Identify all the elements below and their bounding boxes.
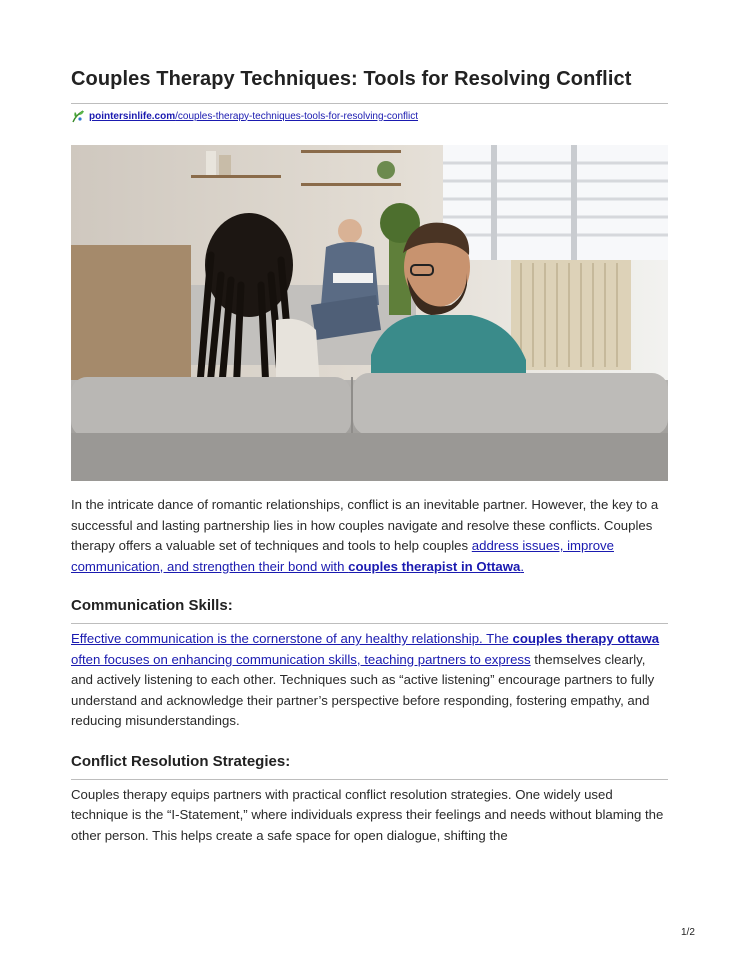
intro-paragraph [71, 495, 668, 577]
communication-paragraph [71, 629, 668, 732]
therapy-session-photo [71, 145, 668, 481]
section1-link-text-b: often focuses on enhancing communication skills, teaching partners to express [71, 651, 531, 667]
site-logo-icon [71, 109, 85, 123]
document-page [71, 66, 668, 846]
section-heading-conflict-resolution: Conflict Resolution Strategies: [71, 752, 291, 770]
page-number: 1/2 [681, 927, 695, 938]
source-host: pointersinlife.com [89, 110, 176, 122]
section-heading-communication: Communication Skills: [71, 597, 233, 614]
intro-text: In the intricate dance of romantic relationships, conflict is an inevitable partner. However, the key to a successful and lasting partnership lies in how couples navigate and resolve these conflicts. Couples therapy offers a valuable set of techniques and tools to help couples [71, 497, 659, 553]
section-divider [71, 779, 668, 780]
section1-link-text-a: Effective communication is the cornerstone of any healthy relationship. The [71, 631, 513, 646]
source-path: /couples-therapy-techniques-tools-for-resolving-conflict [175, 110, 419, 122]
intro-link-tail: . [520, 558, 524, 574]
hero-image [71, 145, 668, 481]
source-link[interactable] [89, 111, 418, 122]
conflict-resolution-paragraph: Couples therapy equips partners with practical conflict resolution strategies. One widely used technique is the “I-Statement,” where individuals express their feelings and needs without blaming the other person. This helps create a safe space for open dialogue, shifting the [71, 786, 664, 843]
intro-link-bold: couples therapist in Ottawa [348, 558, 521, 574]
source-line [71, 108, 668, 124]
section1-link-bold: couples therapy ottawa [512, 631, 660, 646]
title-divider [71, 103, 668, 104]
section-divider [71, 623, 668, 624]
page-title: Couples Therapy Techniques: Tools for Resolving Conflict [71, 68, 632, 90]
section1-text: themselves clearly, and actively listening to each other. Techniques such as “active listening” encourage partners to fully understand and acknowledge their partner’s perspective before responding, fostering empathy, and reducing misunderstandings. [71, 651, 655, 728]
intro-link-text: address issues, improve communication, and strengthen their bond with [71, 538, 614, 574]
